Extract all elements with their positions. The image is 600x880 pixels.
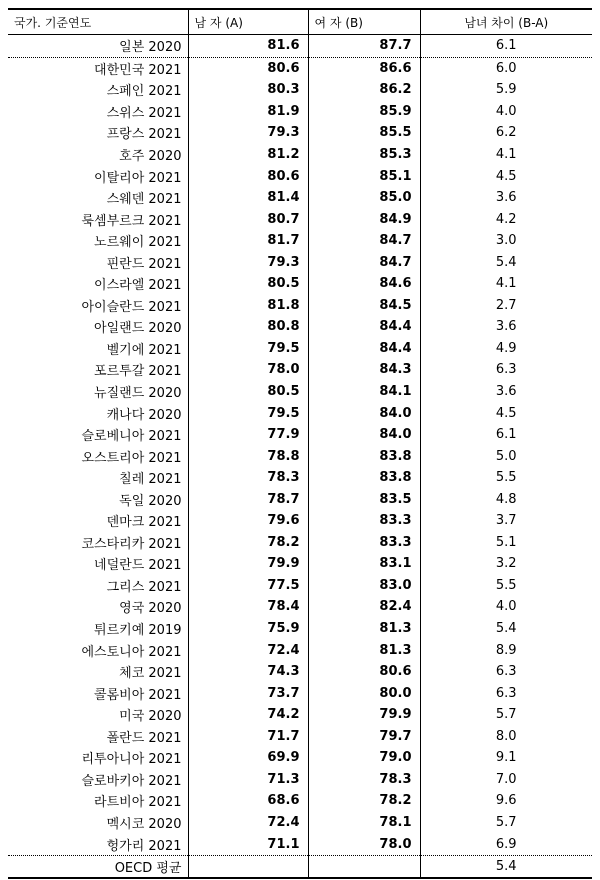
table-body [8, 35, 592, 879]
cell-female: 82.4 [308, 596, 420, 618]
cell-female: 83.3 [308, 532, 420, 554]
cell-gap: 5.1 [420, 532, 592, 554]
life-expectancy-table [8, 8, 592, 879]
cell-country: 이스라엘 2021 [94, 278, 182, 294]
cell-male: 75.9 [188, 618, 308, 640]
cell-female: 84.4 [308, 316, 420, 338]
cell-female: 85.3 [308, 144, 420, 166]
table-row [8, 445, 592, 467]
cell-female: 78.2 [308, 790, 420, 812]
cell-country: 호주 2020 [119, 149, 182, 164]
cell-male: 80.8 [188, 316, 308, 338]
header-female: 여 자 (B) [308, 9, 420, 35]
table-row [8, 381, 592, 403]
cell-country: 슬로베니아 2021 [81, 429, 182, 445]
cell-male: 73.7 [188, 682, 308, 704]
header-row [8, 9, 592, 35]
header-gap: 남녀 차이 (B-A) [420, 9, 592, 35]
average-row [8, 855, 592, 878]
cell-country: 독일 2020 [119, 493, 182, 509]
table-row [8, 618, 592, 640]
cell-gap: 5.9 [420, 79, 592, 101]
cell-female: 84.5 [308, 295, 420, 317]
cell-gap: 5.7 [420, 812, 592, 834]
cell-country: 스웨덴 2021 [106, 192, 182, 208]
cell-male: 79.3 [188, 122, 308, 144]
table-row [8, 682, 592, 704]
cell-country: 노르웨이 2021 [94, 235, 182, 251]
cell-female: 78.0 [308, 833, 420, 855]
cell-male: 78.0 [188, 359, 308, 381]
cell-gap: 4.0 [420, 101, 592, 123]
avg-label: OECD 평균 [8, 855, 188, 878]
cell-male: 77.5 [188, 575, 308, 597]
table-row [8, 661, 592, 683]
cell-gap: 3.2 [420, 553, 592, 575]
cell-female: 80.0 [308, 682, 420, 704]
cell-country: 미국 2020 [119, 709, 182, 725]
cell-male: 80.3 [188, 79, 308, 101]
table-row [8, 144, 592, 166]
cell-country: 일본 2020 [8, 35, 188, 58]
cell-gap: 6.1 [420, 35, 592, 58]
cell-country: 칠레 2021 [119, 472, 182, 488]
cell-male: 80.7 [188, 208, 308, 230]
cell-gap: 4.0 [420, 596, 592, 618]
cell-female: 84.0 [308, 424, 420, 446]
cell-gap: 5.5 [420, 467, 592, 489]
cell-gap: 6.3 [420, 682, 592, 704]
table-row [8, 187, 592, 209]
cell-female: 83.3 [308, 510, 420, 532]
cell-male: 74.2 [188, 704, 308, 726]
cell-country: 룩셈부르크 2021 [81, 213, 182, 229]
cell-gap: 9.1 [420, 747, 592, 769]
cell-gap: 6.9 [420, 833, 592, 855]
cell-male: 69.9 [188, 747, 308, 769]
table-row [8, 726, 592, 748]
cell-country: 폴란드 2021 [106, 730, 182, 746]
table-row [8, 230, 592, 252]
cell-country: 리투아니아 2021 [81, 752, 182, 768]
cell-gap: 4.1 [420, 273, 592, 295]
cell-gap: 3.6 [420, 316, 592, 338]
cell-female: 85.1 [308, 165, 420, 187]
cell-country: 네덜란드 2021 [94, 558, 182, 574]
cell-gap: 6.2 [420, 122, 592, 144]
cell-country: 라트비아 2021 [94, 795, 182, 811]
cell-country: 핀란드 2021 [106, 256, 182, 272]
cell-gap: 5.4 [420, 251, 592, 273]
cell-male: 78.3 [188, 467, 308, 489]
cell-country: 대한민국 2021 [94, 62, 182, 78]
table-row [8, 165, 592, 187]
cell-male: 81.4 [188, 187, 308, 209]
cell-female: 79.7 [308, 726, 420, 748]
table-row [8, 208, 592, 230]
table-row [8, 596, 592, 618]
table-row [8, 553, 592, 575]
cell-country: 뉴질랜드 2020 [94, 386, 182, 402]
cell-gap: 4.2 [420, 208, 592, 230]
cell-country: 벨기에 2021 [106, 342, 182, 358]
cell-gap: 4.5 [420, 402, 592, 424]
cell-male: 79.5 [188, 402, 308, 424]
cell-gap: 3.0 [420, 230, 592, 252]
cell-female: 84.6 [308, 273, 420, 295]
cell-male: 72.4 [188, 812, 308, 834]
cell-male: 80.6 [188, 57, 308, 79]
cell-female: 81.3 [308, 618, 420, 640]
cell-country: 이탈리아 2021 [94, 170, 182, 186]
cell-gap: 9.6 [420, 790, 592, 812]
cell-female: 84.3 [308, 359, 420, 381]
cell-male: 80.5 [188, 381, 308, 403]
cell-male: 79.6 [188, 510, 308, 532]
header-country-year: 국가. 기준연도 [8, 9, 188, 35]
cell-female: 83.5 [308, 488, 420, 510]
cell-male: 79.5 [188, 338, 308, 360]
cell-male: 77.9 [188, 424, 308, 446]
cell-male: 78.8 [188, 445, 308, 467]
cell-female: 80.6 [308, 661, 420, 683]
cell-female: 81.3 [308, 639, 420, 661]
table-row [8, 532, 592, 554]
cell-country: 오스트리아 2021 [81, 450, 182, 466]
table-row [8, 57, 592, 79]
cell-female: 83.0 [308, 575, 420, 597]
cell-country: 스페인 2021 [106, 84, 182, 100]
cell-male: 71.1 [188, 833, 308, 855]
table-row [8, 101, 592, 123]
cell-country: 캐나다 2020 [106, 407, 182, 423]
cell-female: 85.5 [308, 122, 420, 144]
cell-gap: 5.7 [420, 704, 592, 726]
cell-country: 체코 2021 [119, 666, 182, 682]
cell-male: 79.3 [188, 251, 308, 273]
table-row [8, 769, 592, 791]
cell-female: 86.6 [308, 57, 420, 79]
cell-gap: 6.0 [420, 57, 592, 79]
cell-country: 영국 2020 [119, 601, 182, 617]
cell-gap: 6.3 [420, 359, 592, 381]
cell-male: 81.2 [188, 144, 308, 166]
cell-gap: 2.7 [420, 295, 592, 317]
cell-female: 84.1 [308, 381, 420, 403]
cell-country: 슬로바키아 2021 [81, 773, 182, 789]
cell-female: 78.1 [308, 812, 420, 834]
table-row [8, 35, 592, 58]
cell-gap: 3.6 [420, 381, 592, 403]
table-row [8, 359, 592, 381]
cell-gap: 4.5 [420, 165, 592, 187]
cell-gap: 7.0 [420, 769, 592, 791]
cell-country: 헝가리 2021 [8, 833, 188, 855]
cell-female: 84.9 [308, 208, 420, 230]
cell-gap: 5.0 [420, 445, 592, 467]
cell-gap: 6.3 [420, 661, 592, 683]
cell-gap: 3.6 [420, 187, 592, 209]
cell-male: 71.3 [188, 769, 308, 791]
cell-male: 78.2 [188, 532, 308, 554]
cell-female: 83.8 [308, 445, 420, 467]
cell-male: 81.6 [188, 35, 308, 58]
cell-country: 스위스 2021 [106, 105, 182, 121]
avg-gap: 5.4 [420, 855, 592, 878]
table-row [8, 575, 592, 597]
cell-gap: 5.4 [420, 618, 592, 640]
table-row [8, 488, 592, 510]
cell-gap: 4.8 [420, 488, 592, 510]
cell-female: 84.0 [308, 402, 420, 424]
cell-gap: 4.9 [420, 338, 592, 360]
avg-female [308, 855, 420, 878]
cell-male: 78.7 [188, 488, 308, 510]
cell-country: 그리스 2021 [106, 579, 182, 595]
cell-country: 콜롬비아 2021 [94, 687, 182, 703]
cell-female: 86.2 [308, 79, 420, 101]
cell-gap: 5.5 [420, 575, 592, 597]
table-row [8, 833, 592, 855]
cell-gap: 6.1 [420, 424, 592, 446]
cell-male: 81.7 [188, 230, 308, 252]
cell-country: 아이슬란드 2021 [81, 299, 182, 315]
table-row [8, 79, 592, 101]
cell-gap: 8.9 [420, 639, 592, 661]
cell-gap: 3.7 [420, 510, 592, 532]
table-row [8, 424, 592, 446]
table-row [8, 316, 592, 338]
table-row [8, 639, 592, 661]
cell-male: 80.5 [188, 273, 308, 295]
cell-male: 68.6 [188, 790, 308, 812]
cell-country: 덴마크 2021 [106, 515, 182, 531]
cell-male: 81.8 [188, 295, 308, 317]
cell-female: 84.4 [308, 338, 420, 360]
cell-country: 프랑스 2021 [106, 127, 182, 143]
cell-country: 코스타리카 2021 [81, 536, 182, 552]
cell-male: 78.4 [188, 596, 308, 618]
cell-male: 81.9 [188, 101, 308, 123]
header-male: 남 자 (A) [188, 9, 308, 35]
cell-female: 83.1 [308, 553, 420, 575]
cell-female: 85.0 [308, 187, 420, 209]
cell-female: 85.9 [308, 101, 420, 123]
cell-male: 74.3 [188, 661, 308, 683]
table-row [8, 790, 592, 812]
table-row [8, 510, 592, 532]
avg-male [188, 855, 308, 878]
cell-female: 84.7 [308, 251, 420, 273]
cell-country: 튀르키예 2019 [94, 623, 182, 639]
cell-female: 83.8 [308, 467, 420, 489]
table-row [8, 273, 592, 295]
cell-female: 79.0 [308, 747, 420, 769]
table-row [8, 467, 592, 489]
table-row [8, 122, 592, 144]
cell-male: 71.7 [188, 726, 308, 748]
table-row [8, 812, 592, 834]
cell-female: 87.7 [308, 35, 420, 58]
table-row [8, 747, 592, 769]
table-row [8, 402, 592, 424]
table-row [8, 704, 592, 726]
cell-female: 84.7 [308, 230, 420, 252]
cell-country: 에스토니아 2021 [81, 644, 182, 660]
cell-female: 78.3 [308, 769, 420, 791]
cell-country: 아일랜드 2020 [94, 321, 182, 337]
cell-country: 포르투갈 2021 [94, 364, 182, 380]
cell-male: 79.9 [188, 553, 308, 575]
cell-gap: 4.1 [420, 144, 592, 166]
table-row [8, 295, 592, 317]
table-row [8, 251, 592, 273]
table-row [8, 338, 592, 360]
cell-female: 79.9 [308, 704, 420, 726]
cell-gap: 8.0 [420, 726, 592, 748]
cell-male: 72.4 [188, 639, 308, 661]
cell-country: 멕시코 2020 [106, 816, 182, 832]
cell-male: 80.6 [188, 165, 308, 187]
